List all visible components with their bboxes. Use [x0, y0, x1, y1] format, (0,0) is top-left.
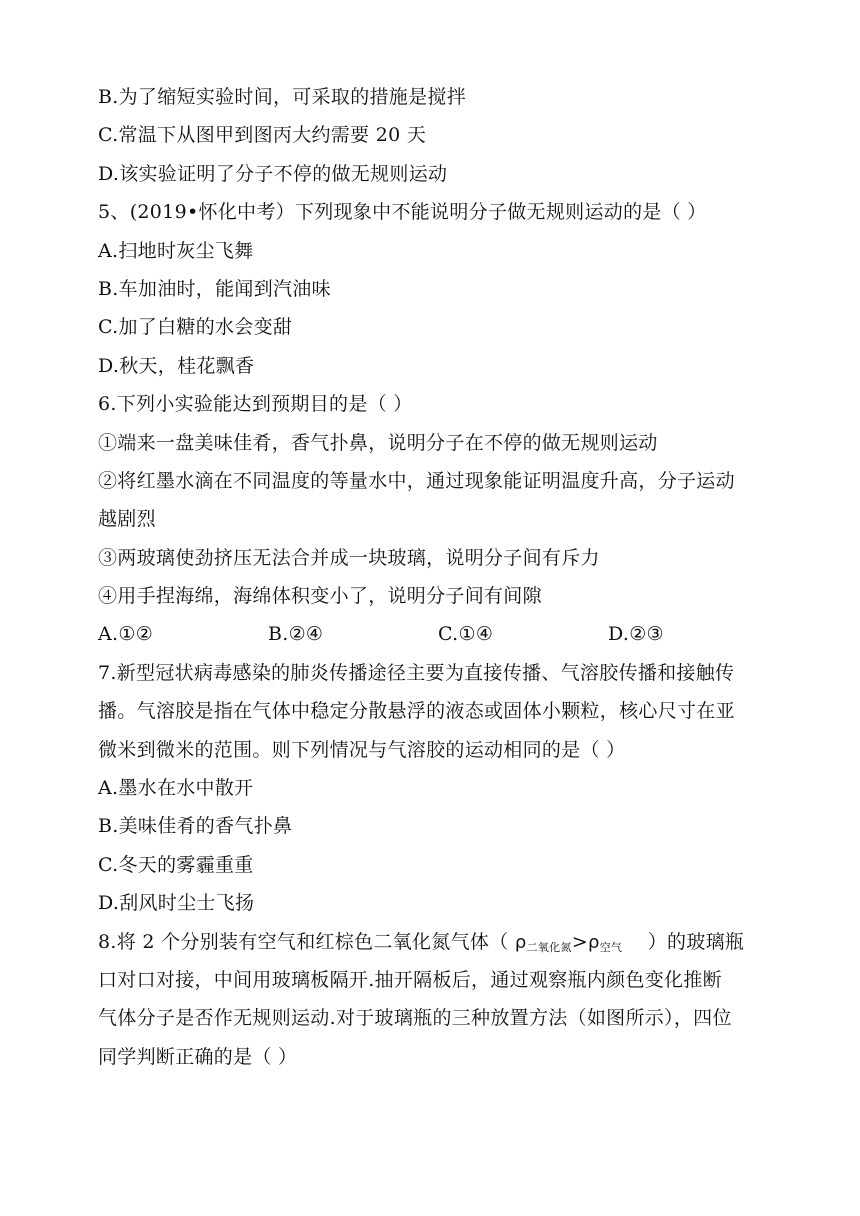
q6-option-c: C.①④	[438, 623, 494, 646]
greater-than-sign: >	[571, 930, 589, 953]
q5-stem: 5、(2019•怀化中考）下列现象中不能说明分子做无规则运动的是（ ）	[98, 201, 707, 224]
q7-option-a: A.墨水在水中散开	[98, 777, 254, 800]
q6-item-4: ④用手捏海绵，海绵体积变小了，说明分子间有间隙	[98, 585, 542, 608]
q7-stem-line-1: 7.新型冠状病毒感染的肺炎传播途径主要为直接传播、气溶胶传播和接触传	[98, 661, 735, 684]
q6-item-3: ③两玻璃使劲挤压无法合并成一块玻璃，说明分子间有斥力	[98, 546, 600, 569]
q8-stem-prefix: 8.将 2 个分别装有空气和红棕色二氧化氮气体（	[98, 930, 509, 953]
q4-option-c: C.常温下从图甲到图丙大约需要 20 天	[98, 124, 427, 147]
q7-stem-line-3: 微米到微米的范围。则下列情况与气溶胶的运动相同的是（ ）	[98, 738, 626, 761]
document-page	[98, 78, 778, 1076]
q5-option-a: A.扫地时灰尘飞舞	[98, 239, 254, 262]
q4-option-d: D.该实验证明了分子不停的做无规则运动	[98, 162, 448, 185]
q7-option-b: B.美味佳肴的香气扑鼻	[98, 815, 293, 838]
q6-option-d: D.②③	[608, 623, 664, 646]
q6-stem: 6.下列小实验能达到预期目的是（ ）	[98, 393, 413, 416]
subscript-air: 空气	[599, 940, 623, 954]
q7-option-c: C.冬天的雾霾重重	[98, 853, 254, 876]
q6-options-row	[98, 615, 778, 653]
q5-option-b: B.车加油时，能闻到汽油味	[98, 277, 331, 300]
q6-item-2-line-2: 越剧烈	[98, 508, 156, 531]
q7-stem-line-2: 播。气溶胶是指在气体中稳定分散悬浮的液态或固体小颗粒，核心尺寸在亚	[98, 700, 735, 723]
q8-stem-suffix: ）的玻璃瓶	[622, 930, 745, 953]
q7-option-d: D.刮风时尘士飞扬	[98, 892, 255, 915]
subscript-nitrogen-dioxide: 二氧化氮	[526, 940, 572, 954]
rho-symbol-1: ρ	[514, 931, 527, 953]
q6-option-a: A.①②	[98, 623, 154, 646]
q8-stem-line-2: 口对口对接，中间用玻璃板隔开.抽开隔板后，通过观察瓶内颜色变化推断	[98, 968, 722, 991]
q6-item-2-line-1: ②将红墨水滴在不同温度的等量水中，通过现象能证明温度升高，分子运动	[98, 469, 735, 492]
q8-stem-line-1	[98, 923, 778, 961]
q6-option-b: B.②④	[268, 623, 324, 646]
q8-stem-line-4: 同学判断正确的是（ ）	[98, 1045, 298, 1068]
q4-option-b: B.为了缩短实验时间，可采取的措施是搅拌	[98, 86, 467, 108]
rho-symbol-2: ρ	[588, 931, 600, 953]
q5-option-c: C.加了白糖的水会变甜	[98, 316, 293, 339]
q8-stem-line-3: 气体分子是否作无规则运动.对于玻璃瓶的三种放置方法（如图所示），四位	[98, 1007, 732, 1030]
q5-option-d: D.秋天，桂花飘香	[98, 354, 255, 377]
q6-item-1: ①端来一盘美味佳肴，香气扑鼻，说明分子在不停的做无规则运动	[98, 431, 658, 454]
